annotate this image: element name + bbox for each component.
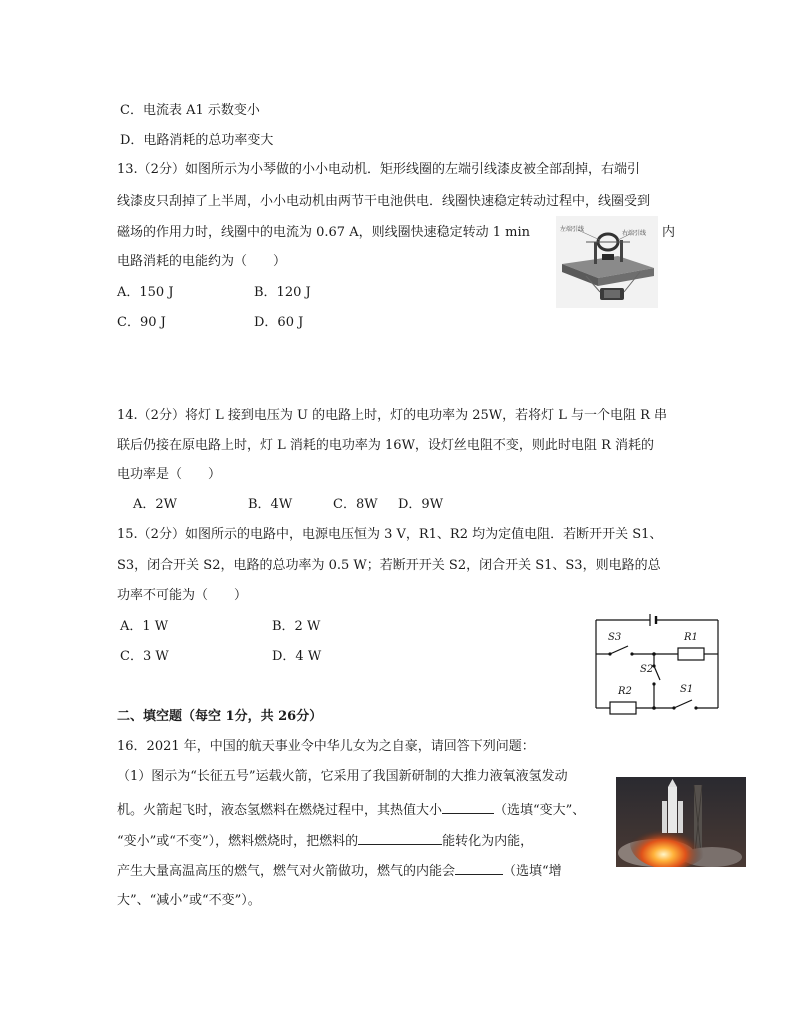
q16-p1-line4-a: 产生大量高温高压的燃气，燃气对火箭做功，燃气的内能会 <box>117 864 456 879</box>
q15-stem-line1: 15.（2分）如图所示的电路中，电源电压恒为 3 V，R1、R2 均为定值电阻．若断开开关 S1、 <box>117 527 663 542</box>
q13-option-d: D．60 J <box>254 315 304 330</box>
q12-option-d: D．电路消耗的总功率变大 <box>120 133 274 148</box>
motor-label-left: 左端引线 <box>560 226 585 233</box>
motor-figure <box>556 216 658 308</box>
q15-option-d: D．4 W <box>272 649 322 664</box>
circuit-label-s1: S1 <box>680 684 694 695</box>
q16-p1-line3-a: “变小”或“不变”），燃料燃烧时，把燃料的 <box>117 834 359 849</box>
q13-stem-line3: 磁场的作用力时，线圈中的电流为 0.67 A，则线圈快速稳定转动 1 min <box>117 225 530 240</box>
motor-label-right: 右端引线 <box>622 230 647 237</box>
q15-stem-line3: 功率不可能为（ ） <box>117 588 248 603</box>
section-heading: 二、填空题（每空 1分，共 26分） <box>117 709 323 724</box>
q13-option-b: B．120 J <box>254 285 311 300</box>
q16-p1-line1: （1）图示为“长征五号”运载火箭，它采用了我国新研制的大推力液氧液氢发动 <box>117 769 568 784</box>
q13-option-c: C．90 J <box>117 315 166 330</box>
q15-stem-line2: S3，闭合开关 S2，电路的总功率为 0.5 W；若断开开关 S2，闭合开关 S1、S3，则电路的总 <box>117 558 661 573</box>
answer-blank-internal-energy[interactable] <box>455 862 503 875</box>
q16-p1-line4-b: （选填“增 <box>503 864 562 879</box>
circuit-label-s2: S2 <box>640 664 654 675</box>
q13-stem-line3-end: 内 <box>662 225 676 240</box>
q13-stem-line1: 13.（2分）如图所示为小琴做的小小电动机．矩形线圈的左端引线漆皮被全部刮掉，右端引 <box>117 162 640 177</box>
q14-option-b: B．4W <box>248 497 293 512</box>
q15-option-a: A．1 W <box>120 619 169 634</box>
q16-p1-line2-b: （选填“变大”、 <box>494 803 586 818</box>
q15-option-b: B．2 W <box>272 619 321 634</box>
rocket-launch-photo <box>616 777 746 867</box>
q16-p1-line2-a: 机。火箭起飞时，液态氢燃料在燃烧过程中，其热值大小 <box>117 803 443 818</box>
q14-stem-line3: 电功率是（ ） <box>117 467 222 482</box>
q12-option-c: C．电流表 A1 示数变小 <box>120 103 260 118</box>
answer-blank-heat-value[interactable] <box>442 801 494 814</box>
circuit-label-s3: S3 <box>608 632 622 643</box>
q13-stem-line2: 线漆皮只刮掉了上半周，小小电动机由两节干电池供电．线圈快速稳定转动过程中，线圈受到 <box>117 194 651 209</box>
q14-option-c: C．8W <box>333 497 378 512</box>
q15-option-c: C．3 W <box>120 649 169 664</box>
q16-p1-line2 <box>117 801 585 819</box>
circuit-label-r1: R1 <box>684 632 698 643</box>
circuit-label-r2: R2 <box>618 686 632 697</box>
q16-p1-line3-b: 能转化为内能， <box>442 834 534 849</box>
answer-blank-energy[interactable] <box>358 832 442 845</box>
q16-p1-line3 <box>117 832 533 850</box>
q13-stem-line4: 电路消耗的电能约为（ ） <box>117 254 287 269</box>
circuit-diagram <box>588 608 728 720</box>
q14-option-d: D．9W <box>398 497 444 512</box>
q16-p1-line4 <box>117 862 562 880</box>
q14-stem-line2: 联后仍接在原电路上时，灯 L 消耗的电功率为 16W，设灯丝电阻不变，则此时电阻 R 消耗的 <box>117 438 654 453</box>
q16-intro: 16．2021 年，中国的航天事业令中华儿女为之自豪，请回答下列问题： <box>117 739 535 754</box>
q14-option-a: A．2W <box>133 497 178 512</box>
q13-option-a: A．150 J <box>117 285 174 300</box>
q14-stem-line1: 14.（2分）将灯 L 接到电压为 U 的电路上时，灯的电功率为 25W，若将灯 L 与一个电阻 R 串 <box>117 408 668 423</box>
q16-p1-line5: 大”、“减小”或“不变”）。 <box>117 893 261 908</box>
